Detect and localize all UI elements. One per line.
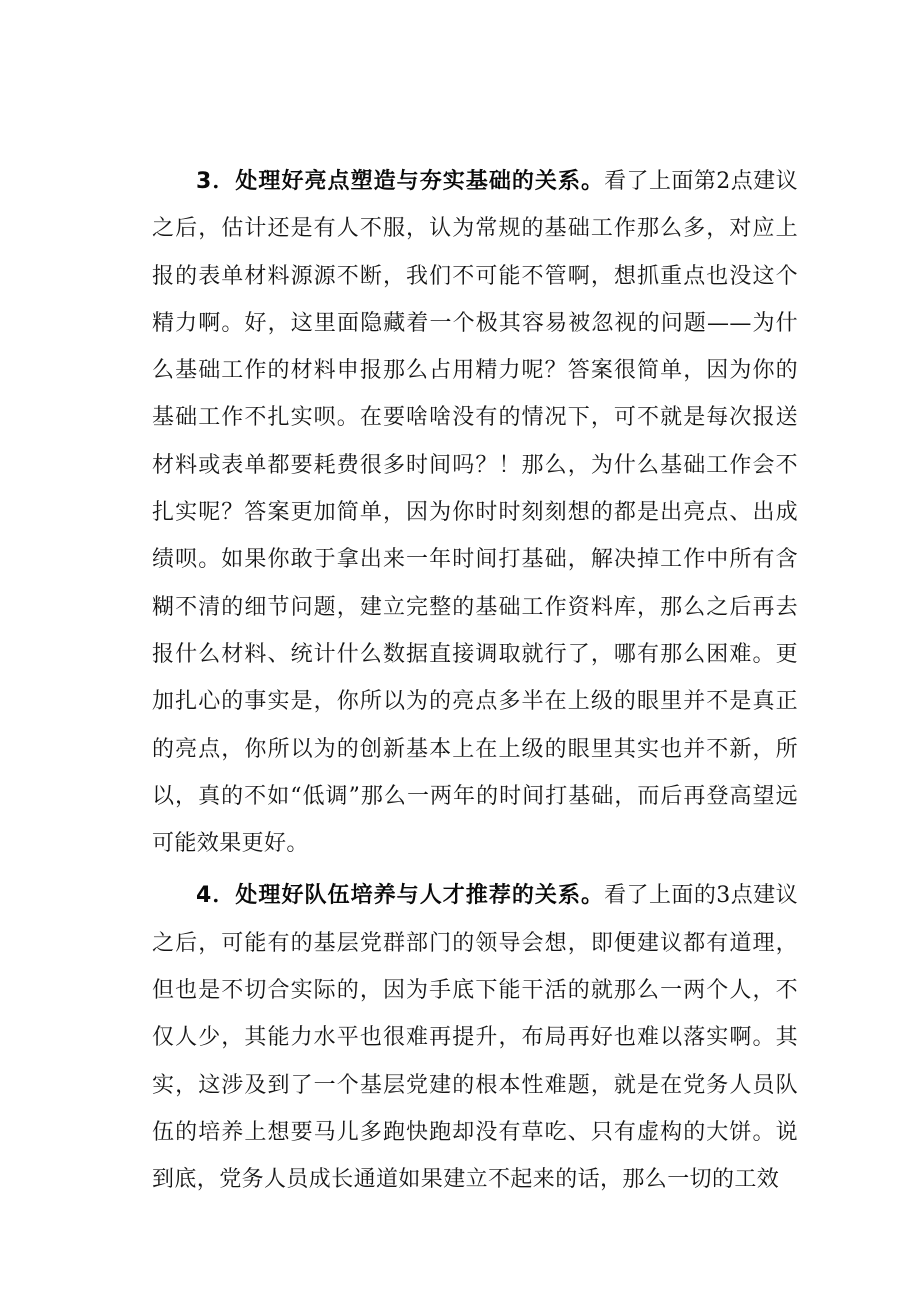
paragraph-4-heading: 4．处理好队伍培养与人才推荐的关系。 [196, 883, 605, 909]
document-body [152, 158, 798, 1209]
paragraph-4 [152, 872, 798, 1203]
paragraph-3-heading: 3．处理好亮点塑造与夯实基础的关系。 [196, 169, 605, 194]
paragraph-3 [152, 158, 798, 867]
paragraph-3-body: 看了上面第2点建议之后，估计还是有人不服，认为常规的基础工作那么多，对应上报的表单材料源源不断，我们不可能不管啊，想抓重点也没这个精力啊。好，这里面隐藏着一个极其容易被忽视的问题——为什么基础工作的材料申报那么占用精力呢？答案很简单，因为你的基础工作不扎实呗。在要啥啥没有的情况下，可不就是每次报送材料或表单都要耗费很多时间吗？！那么，为什么基础工作会不扎实呢？答案更加简单，因为你时时刻刻想的都是出亮点、出成绩呗。如果你敢于拿出来一年时间打基础，解决掉工作中所有含糊不清的细节问题，建立完整的基础工作资料库，那么之后再去报什么材料、统计什么数据直接调取就行了，哪有那么困难。更加扎心的事实是，你所以为的亮点多半在上级的眼里并不是真正的亮点，你所以为的创新基本上在上级的眼里其实也并不新，所以，真的不如“低调”那么一两年的时间打基础，而后再登高望远可能效果更好。 [152, 169, 798, 857]
paragraph-4-body: 看了上面的3点建议之后，可能有的基层党群部门的领导会想，即便建议都有道理，但也是不切合实际的，因为手底下能干活的就那么一两个人，不仅人少，其能力水平也很难再提升，布局再好也难以落实啊。其实，这涉及到了一个基层党建的根本性难题，就是在党务人员队伍的培养上想要马儿多跑快跑却没有草吃、只有虚构的大饼。说到底，党务人员成长通道如果建立不起来的话，那么一切的工效 [152, 883, 798, 1193]
